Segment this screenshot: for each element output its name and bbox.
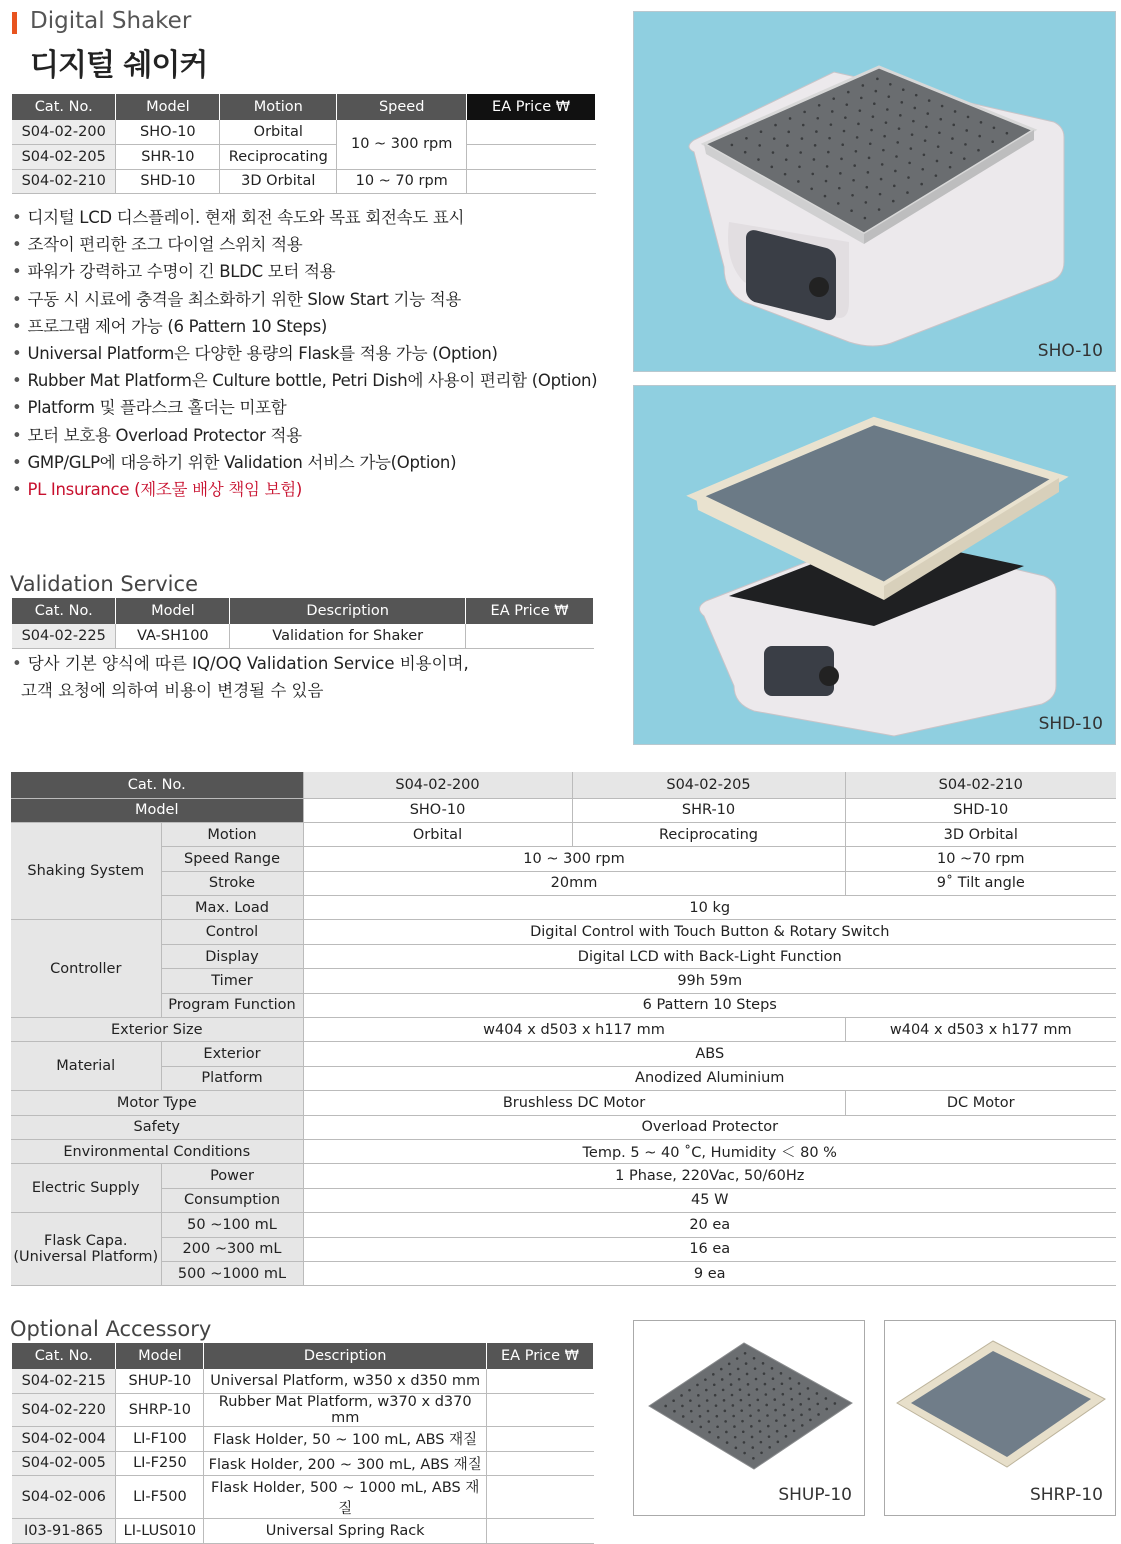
platform-hole xyxy=(878,208,881,211)
platform-hole xyxy=(682,1415,685,1418)
platform-hole xyxy=(813,158,816,161)
platform-hole xyxy=(843,130,846,133)
col-motion: Motion xyxy=(220,94,337,120)
page-title-en: Digital Shaker xyxy=(30,8,192,34)
page-title-ko: 디지털 쉐이커 xyxy=(30,48,208,83)
platform-hole xyxy=(839,172,842,175)
platform-hole xyxy=(825,1397,828,1400)
platform-hole xyxy=(765,1404,768,1407)
platform-hole xyxy=(869,142,872,145)
platform-hole xyxy=(808,1408,811,1411)
platform-hole xyxy=(856,136,859,139)
platform-hole xyxy=(717,1436,720,1439)
platform-hole xyxy=(906,191,909,194)
platform-hole xyxy=(792,1419,795,1422)
platform-hole xyxy=(722,1389,725,1392)
platform-hole xyxy=(963,157,966,160)
platform-hole xyxy=(739,1388,742,1391)
platform-hole xyxy=(893,185,896,188)
platform-hole xyxy=(809,1419,812,1422)
table-row: S04-02-215 SHUP-10 Universal Platform, w350 x d350 mm xyxy=(12,1369,594,1394)
platform-hole xyxy=(855,150,858,153)
platform-hole xyxy=(828,137,831,140)
platform-hole xyxy=(921,168,924,171)
platform-hole xyxy=(754,1367,757,1370)
table-row: S04-02-210 SHD-10 3D Orbital 10 ~ 70 rpm xyxy=(12,169,596,194)
platform-hole xyxy=(738,1378,741,1381)
platform-hole xyxy=(951,137,954,140)
platform-hole xyxy=(766,1414,769,1417)
platform-hole xyxy=(875,90,878,93)
platform-hole xyxy=(772,151,775,154)
table-row: S04-02-205 SHR-10 Reciprocating xyxy=(12,145,596,170)
platform-hole xyxy=(789,117,792,120)
platform-hole xyxy=(713,1383,716,1386)
accessory-photo-shup xyxy=(633,1320,865,1516)
platform-hole xyxy=(790,1387,793,1390)
platform-hole xyxy=(791,1408,794,1411)
platform-hole xyxy=(790,1398,793,1401)
platform-hole xyxy=(952,124,955,127)
platform-hole xyxy=(799,151,802,154)
platform-hole xyxy=(775,1419,778,1422)
platform-hole xyxy=(817,1413,820,1416)
platform-hole xyxy=(707,1420,710,1423)
platform-hole xyxy=(872,115,875,118)
platform-hole xyxy=(883,135,886,138)
platform-hole xyxy=(830,123,833,126)
platform-hole xyxy=(770,166,773,169)
table-row: S04-02-005 LI-F250 Flask Holder, 200 ~ 300 mL, ABS 재질 xyxy=(12,1451,594,1476)
platform-hole xyxy=(908,162,911,165)
platform-hole xyxy=(745,137,748,140)
platform-hole xyxy=(672,1399,675,1402)
platform-hole xyxy=(964,143,967,146)
platform-hole xyxy=(741,1420,744,1423)
platform-hole xyxy=(841,143,844,146)
platform-hole xyxy=(801,1424,804,1427)
platform-hole xyxy=(892,200,895,203)
platform-hole xyxy=(699,1426,702,1429)
platform-hole xyxy=(827,151,830,154)
platform-hole xyxy=(768,1435,771,1438)
platform-hole xyxy=(773,1398,776,1401)
platform-hole xyxy=(840,158,843,161)
universal-platform-image xyxy=(634,1321,864,1491)
platform-hole xyxy=(746,1373,749,1376)
platform-hole xyxy=(844,116,847,119)
platform-hole xyxy=(815,130,818,133)
platform-hole xyxy=(886,108,889,111)
product-table xyxy=(12,94,596,194)
platform-hole xyxy=(774,1409,777,1412)
platform-hole xyxy=(880,178,883,181)
platform-hole xyxy=(760,1441,763,1444)
platform-hole xyxy=(798,165,801,168)
platform-hole xyxy=(853,164,856,167)
platform-hole xyxy=(750,1425,753,1428)
platform-hole xyxy=(699,1415,702,1418)
platform-hole xyxy=(760,1451,763,1454)
platform-hole xyxy=(785,158,788,161)
platform-hole xyxy=(680,1394,683,1397)
platform-hole xyxy=(801,137,804,140)
table-row: S04-02-220 SHRP-10 Rubber Mat Platform, w370 x d370 mm xyxy=(12,1394,594,1427)
platform-hole xyxy=(887,95,890,98)
platform-hole xyxy=(1006,132,1009,135)
platform-hole xyxy=(765,1393,768,1396)
feature-item: • Rubber Mat Platform은 Culture bottle, Petri Dish에 사용이 편리함 (Option) xyxy=(12,367,597,394)
platform-hole xyxy=(862,84,865,87)
platform-hole xyxy=(881,163,884,166)
col-speed: Speed xyxy=(337,94,467,120)
platform-hole xyxy=(745,1362,748,1365)
platform-hole xyxy=(824,195,827,198)
photo-label-shd: SHD-10 xyxy=(1038,714,1103,734)
platform-hole xyxy=(797,180,800,183)
platform-hole xyxy=(737,1368,740,1371)
platform-hole xyxy=(965,129,968,132)
feature-list xyxy=(12,204,597,503)
platform-hole xyxy=(838,187,841,190)
product-photo-shd xyxy=(633,385,1116,745)
table-row: S04-02-006 LI-F500 Flask Holder, 500 ~ 1000 mL, ABS 재질 xyxy=(12,1476,594,1519)
platform-hole xyxy=(810,187,813,190)
platform-hole xyxy=(868,157,871,160)
platform-hole xyxy=(939,118,942,121)
col-cat: Cat. No. xyxy=(12,94,116,120)
platform-hole xyxy=(759,1430,762,1433)
platform-hole xyxy=(744,1352,747,1355)
platform-hole xyxy=(786,144,789,147)
platform-hole xyxy=(910,147,913,150)
platform-hole xyxy=(850,209,853,212)
platform-hole xyxy=(837,202,840,205)
platform-hole xyxy=(724,1410,727,1413)
platform-hole xyxy=(865,201,868,204)
platform-hole xyxy=(723,1399,726,1402)
platform-hole xyxy=(803,111,806,114)
platform-hole xyxy=(818,104,821,107)
platform-hole xyxy=(789,1377,792,1380)
platform-hole xyxy=(729,1373,732,1376)
platform-hole xyxy=(799,1393,802,1396)
photo-label-shrp: SHRP-10 xyxy=(1029,1485,1103,1505)
feature-item: • 조작이 편리한 조그 다이얼 스위치 적용 xyxy=(12,231,597,258)
platform-hole xyxy=(763,1372,766,1375)
platform-hole xyxy=(706,1399,709,1402)
platform-hole xyxy=(937,145,940,148)
platform-hole xyxy=(740,1409,743,1412)
feature-item: • Universal Platform은 다양한 용량의 Flask를 적용 가능 (Option) xyxy=(12,340,597,367)
platform-hole xyxy=(913,107,916,110)
platform-hole xyxy=(898,127,901,130)
feature-item: • 디지털 LCD 디스플레이. 현재 회전 속도와 목표 회전속도 표시 xyxy=(12,204,597,231)
platform-hole xyxy=(756,1388,759,1391)
platform-hole xyxy=(760,130,763,133)
platform-hole xyxy=(691,1420,694,1423)
platform-hole xyxy=(736,1357,739,1360)
platform-hole xyxy=(757,1409,760,1412)
platform-hole xyxy=(991,140,994,143)
platform-hole xyxy=(758,1420,761,1423)
platform-hole xyxy=(715,1404,718,1407)
platform-hole xyxy=(771,1367,774,1370)
platform-hole xyxy=(911,133,914,136)
platform-hole xyxy=(811,173,814,176)
platform-hole xyxy=(826,165,829,168)
platform-hole xyxy=(949,166,952,169)
platform-hole xyxy=(899,114,902,117)
platform-hole xyxy=(851,194,854,197)
table-row: S04-02-200 SHO-10 Orbital 10 ~ 300 rpm xyxy=(12,120,596,145)
platform-hole xyxy=(756,1399,759,1402)
platform-hole xyxy=(950,151,953,154)
platform-hole xyxy=(748,1404,751,1407)
platform-hole xyxy=(923,153,926,156)
feature-item: • 파워가 강력하고 수명이 긴 BLDC 모터 적용 xyxy=(12,258,597,285)
validation-title: Validation Service xyxy=(10,572,198,596)
platform-hole xyxy=(847,91,850,94)
platform-hole xyxy=(845,103,848,106)
platform-hole xyxy=(773,137,776,140)
feature-item: • 모터 보호용 Overload Protector 적용 xyxy=(12,422,597,449)
platform-hole xyxy=(748,1393,751,1396)
platform-hole xyxy=(894,170,897,173)
platform-hole xyxy=(870,129,873,132)
platform-hole xyxy=(734,1436,737,1439)
platform-hole xyxy=(928,99,931,102)
platform-hole xyxy=(993,126,996,129)
col-price: EA Price ₩ xyxy=(467,94,596,120)
platform-hole xyxy=(744,151,747,154)
platform-hole xyxy=(785,1435,788,1438)
platform-hole xyxy=(768,1446,771,1449)
platform-hole xyxy=(681,1405,684,1408)
platform-hole xyxy=(980,121,983,124)
platform-hole xyxy=(876,78,879,81)
title-accent-bar xyxy=(12,12,17,34)
platform-hole xyxy=(900,101,903,104)
platform-hole xyxy=(859,109,862,112)
platform-hole xyxy=(800,1414,803,1417)
platform-hole xyxy=(731,1394,734,1397)
platform-hole xyxy=(889,83,892,86)
platform-hole xyxy=(725,1431,728,1434)
feature-item: • Platform 및 플라스크 홀더는 미포함 xyxy=(12,394,597,421)
platform-hole xyxy=(782,1403,785,1406)
platform-hole xyxy=(784,1424,787,1427)
platform-hole xyxy=(787,131,790,134)
platform-hole xyxy=(978,135,981,138)
platform-hole xyxy=(807,1387,810,1390)
platform-hole xyxy=(749,1414,752,1417)
platform-hole xyxy=(696,1384,699,1387)
platform-hole xyxy=(755,1378,758,1381)
platform-hole xyxy=(689,1399,692,1402)
platform-hole xyxy=(772,1377,775,1380)
platform-hole xyxy=(780,1372,783,1375)
platform-hole xyxy=(751,1446,754,1449)
platform-hole xyxy=(954,110,957,113)
accessory-photo-shrp xyxy=(884,1320,1116,1516)
product-photo-sho xyxy=(633,11,1116,372)
platform-hole xyxy=(857,123,860,126)
platform-hole xyxy=(936,160,939,163)
platform-hole xyxy=(967,116,970,119)
platform-hole xyxy=(764,1383,767,1386)
feature-item: • 프로그램 제어 가능 (6 Pattern 10 Steps) xyxy=(12,313,597,340)
platform-hole xyxy=(882,149,885,152)
platform-hole xyxy=(816,117,819,120)
platform-hole xyxy=(926,112,929,115)
platform-hole xyxy=(799,1403,802,1406)
table-row: S04-02-004 LI-F100 Flask Holder, 50 ~ 100 mL, ABS 재질 xyxy=(12,1427,594,1452)
platform-hole xyxy=(907,176,910,179)
platform-hole xyxy=(774,124,777,127)
shaker-3d-image xyxy=(634,386,1115,744)
platform-hole xyxy=(832,97,835,100)
platform-hole xyxy=(726,1441,729,1444)
platform-hole xyxy=(762,1362,765,1365)
platform-hole xyxy=(866,186,869,189)
platform-hole xyxy=(728,1363,731,1366)
platform-hole xyxy=(860,97,863,100)
platform-hole xyxy=(707,1410,710,1413)
platform-hole xyxy=(793,1430,796,1433)
platform-hole xyxy=(831,110,834,113)
platform-hole xyxy=(783,1414,786,1417)
platform-hole xyxy=(742,1430,745,1433)
platform-hole xyxy=(698,1405,701,1408)
platform-hole xyxy=(724,1420,727,1423)
platform-hole xyxy=(816,1392,819,1395)
platform-hole xyxy=(873,102,876,105)
platform-hole xyxy=(732,1415,735,1418)
platform-hole xyxy=(753,1357,756,1360)
photo-label-sho: SHO-10 xyxy=(1037,341,1103,361)
platform-hole xyxy=(704,1378,707,1381)
platform-hole xyxy=(716,1425,719,1428)
platform-hole xyxy=(743,1441,746,1444)
platform-hole xyxy=(798,1382,801,1385)
table-row: I03-91-865 LI-LUS010 Universal Spring Rack xyxy=(12,1519,594,1544)
platform-hole xyxy=(924,139,927,142)
platform-hole xyxy=(802,124,805,127)
platform-hole xyxy=(879,193,882,196)
platform-hole xyxy=(896,141,899,144)
platform-hole xyxy=(720,1368,723,1371)
platform-hole xyxy=(714,1394,717,1397)
table-row: S04-02-225 VA-SH100 Validation for Shaker xyxy=(12,624,594,649)
platform-hole xyxy=(743,1452,746,1455)
platform-hole xyxy=(864,217,867,220)
platform-hole xyxy=(807,1398,810,1401)
shaker-orbital-image xyxy=(634,12,1115,371)
accessory-title: Optional Accessory xyxy=(10,1317,212,1341)
platform-hole xyxy=(758,144,761,147)
platform-hole xyxy=(773,1388,776,1391)
platform-hole xyxy=(740,1399,743,1402)
platform-hole xyxy=(708,1431,711,1434)
feature-item-insurance: • PL Insurance (제조물 배상 책임 보험) xyxy=(12,476,597,503)
feature-item: • 구동 시 시료에 충격을 최소화하기 위한 Slow Start 기능 적용 xyxy=(12,286,597,313)
platform-hole xyxy=(767,1425,770,1428)
platform-hole xyxy=(781,1382,784,1385)
platform-hole xyxy=(664,1405,667,1408)
platform-hole xyxy=(814,144,817,147)
platform-hole xyxy=(673,1410,676,1413)
platform-hole xyxy=(935,174,938,177)
photo-label-shup: SHUP-10 xyxy=(778,1485,852,1505)
platform-hole xyxy=(912,120,915,123)
platform-hole xyxy=(782,1393,785,1396)
platform-hole xyxy=(731,144,734,147)
platform-hole xyxy=(751,1436,754,1439)
platform-hole xyxy=(852,179,855,182)
platform-hole xyxy=(697,1394,700,1397)
platform-hole xyxy=(902,88,905,91)
platform-hole xyxy=(721,1378,724,1381)
validation-table: Cat. No. Model Description EA Price ₩ S04-02-225 VA-SH100 Validation for Shaker xyxy=(12,598,594,649)
platform-hole xyxy=(747,1383,750,1386)
platform-hole xyxy=(716,1415,719,1418)
platform-hole xyxy=(825,1408,828,1411)
validation-note: • 당사 기본 양식에 따른 IQ/OQ Validation Service 비용이며, 고객 요청에 의하여 비용이 변경될 수 있음 xyxy=(12,654,469,700)
platform-hole xyxy=(757,158,760,161)
platform-hole xyxy=(920,183,923,186)
platform-hole xyxy=(730,1383,733,1386)
platform-hole xyxy=(885,121,888,124)
platform-hole xyxy=(688,1389,691,1392)
col-model: Model xyxy=(116,94,220,120)
platform-hole xyxy=(777,1441,780,1444)
platform-hole xyxy=(705,1389,708,1392)
platform-hole xyxy=(895,155,898,158)
spec-table: Cat. No. S04-02-200 S04-02-205 S04-02-210 Model SHO-10 SHR-10 SHD-10 Shaking System Motion Orbital Reciprocating 3D Orbital Speed Range 10 ~ 300 rpm 10 ~70 rpm Stroke 20mm 9˚ Tilt angle Max. Load 10 kg Controller Control Digital Control with Touch Button & Rotary Switch Display Digital LCD with Back-Light Function Timer 99h 59m Program Function 6 Pattern 10 Steps Exterior Size w404 x d503 x h117 mm w404 x d503 x h177 mm Material Exterior ABS Platform Anodized Aluminium Motor Type Brushless DC Motor DC Motor Safety Overload Protector Environmental Conditions Temp. 5 ~ 40 ˚C, Humidity ＜ 80 % Electric Supply Power 1 Phase, 220Vac, 50/60Hz Consumption 45 W Flask Capa. (Universal Platform) 50 ~100 mL 20 ea 200 ~300 mL 16 ea 500 ~1000 mL 9 ea xyxy=(11,772,1116,1286)
platform-hole xyxy=(915,94,918,97)
platform-hole xyxy=(735,1447,738,1450)
platform-hole xyxy=(712,1373,715,1376)
platform-hole xyxy=(938,131,941,134)
rubber-mat-platform-image xyxy=(885,1321,1115,1491)
platform-hole xyxy=(867,171,870,174)
platform-hole xyxy=(690,1410,693,1413)
platform-hole xyxy=(977,149,980,152)
accessory-table: Cat. No. Model Description EA Price ₩ S04-02-215 SHUP-10 Universal Platform, w350 x d350 mm S04-02-220 SHRP-10 Rubber Mat Platform, w370 x d370 mm S04-02-004 LI-F100 Flask Holder, 50 ~ 100 mL, ABS 재질 S04-02-005 LI-F250 Flask Holder, 200 ~ 300 mL, ABS 재질 S04-02-006 LI-F500 Flask Holder, 500 ~ 1000 mL, ABS 재질 I03-91-865 LI-LUS010 Universal Spring Rack xyxy=(12,1343,594,1544)
platform-hole xyxy=(825,180,828,183)
platform-hole xyxy=(941,105,944,108)
platform-hole xyxy=(834,1402,837,1405)
platform-hole xyxy=(752,1457,755,1460)
platform-hole xyxy=(733,1425,736,1428)
platform-hole xyxy=(925,126,928,129)
platform-hole xyxy=(816,1403,819,1406)
feature-item: • GMP/GLP에 대응하기 위한 Validation 서비스 가능(Option) xyxy=(12,449,597,476)
platform-hole xyxy=(776,1430,779,1433)
platform-hole xyxy=(784,173,787,176)
platform-hole xyxy=(732,1404,735,1407)
